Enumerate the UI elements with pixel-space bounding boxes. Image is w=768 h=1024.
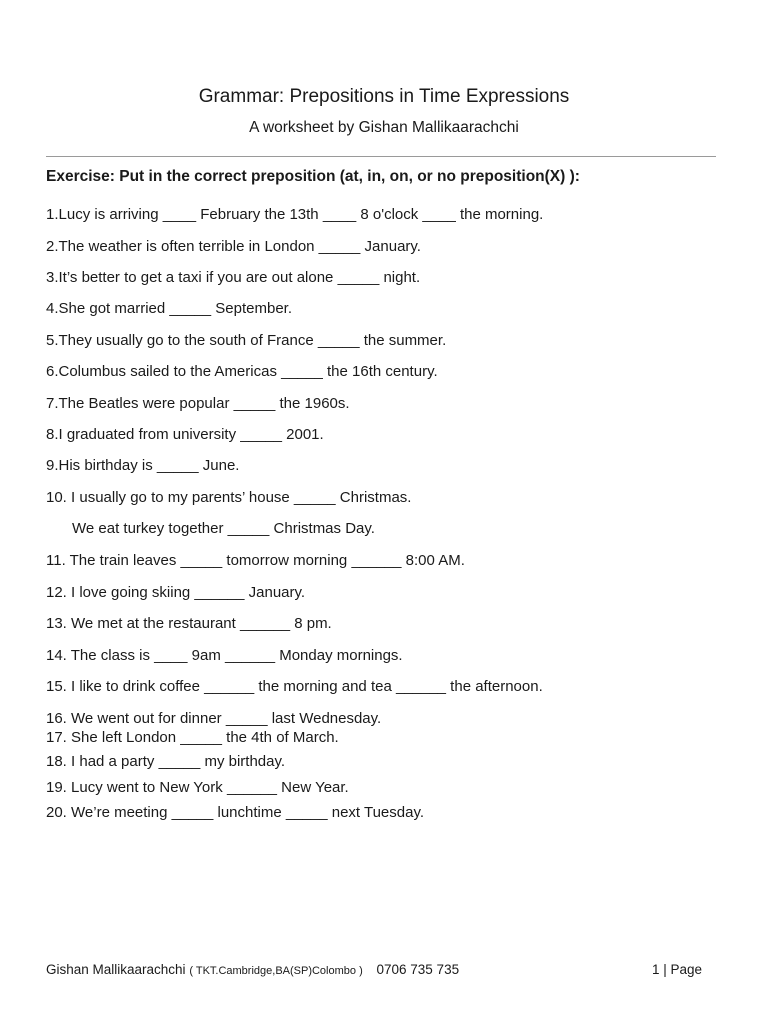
question-9: 9.His birthday is _____ June. — [46, 457, 240, 474]
question-13: 13. We met at the restaurant ______ 8 pm. — [46, 615, 332, 632]
question-18: 18. I had a party _____ my birthday. — [46, 753, 286, 770]
exercise-instruction: Exercise: Put in the correct preposition (at, in, on, or no preposition(X) ): — [46, 168, 580, 185]
page-subtitle: A worksheet by Gishan Mallikaarachchi — [249, 119, 519, 136]
question-8: 8.I graduated from university _____ 2001. — [46, 426, 324, 443]
question-5: 5.They usually go to the south of France _____ the summer. — [46, 332, 447, 349]
question-2: 2.The weather is often terrible in London _____ January. — [46, 238, 421, 255]
question-14: 14. The class is ____ 9am ______ Monday mornings. — [46, 647, 403, 664]
question-20: 20. We’re meeting _____ lunchtime _____ next Tuesday. — [46, 804, 425, 821]
page-title: Grammar: Prepositions in Time Expressions — [198, 86, 570, 107]
page-footer — [46, 961, 459, 980]
question-17: 17. She left London _____ the 4th of March. — [46, 729, 339, 746]
footer-author: Gishan Mallikaarachchi — [46, 962, 186, 977]
question-19: 19. Lucy went to New York ______ New Year. — [46, 779, 349, 796]
question-3: 3.It’s better to get a taxi if you are out alone _____ night. — [46, 269, 421, 286]
question-12: 12. I love going skiing ______ January. — [46, 584, 306, 601]
header-divider — [46, 156, 716, 157]
question-10-continued: We eat turkey together _____ Christmas Day. — [72, 520, 375, 537]
footer-phone: 0706 735 735 — [376, 962, 460, 977]
page-number: 1 | Page — [651, 962, 702, 977]
question-15: 15. I like to drink coffee ______ the morning and tea ______ the afternoon. — [46, 678, 543, 695]
question-4: 4.She got married _____ September. — [46, 300, 292, 317]
question-10: 10. I usually go to my parents’ house _____ Christmas. — [46, 489, 412, 506]
footer-credentials: ( TKT.Cambridge,BA(SP)Colombo ) — [189, 965, 363, 977]
question-1: 1.Lucy is arriving ____ February the 13th ____ 8 o'clock ____ the morning. — [46, 206, 544, 223]
question-7: 7.The Beatles were popular _____ the 1960s. — [46, 395, 350, 412]
question-11: 11. The train leaves _____ tomorrow morning ______ 8:00 AM. — [46, 552, 465, 569]
question-16: 16. We went out for dinner _____ last Wednesday. — [46, 710, 382, 727]
question-6: 6.Columbus sailed to the Americas _____ the 16th century. — [46, 363, 438, 380]
